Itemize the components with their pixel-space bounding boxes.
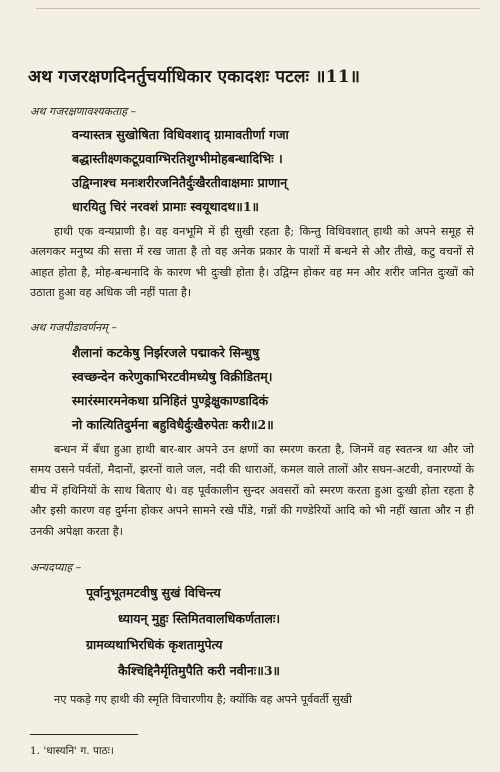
verse-line: उद्विग्नाश्च मनःशरीरजनितैर्दुःखैरतीवाक्षमाः प्राणान् xyxy=(72,175,288,190)
section-intro: अथ गजरक्षणावश्यकताह – xyxy=(30,105,137,118)
commentary-paragraph xyxy=(30,690,474,710)
commentary-paragraph xyxy=(30,440,474,542)
section-intro: अथ गजपीडावर्णनम् – xyxy=(30,321,117,334)
verse-line: वन्यास्तत्र सुखोषिता विधिवशाद् ग्रामावतीर्णा गजा xyxy=(72,127,289,142)
chapter-heading: अथ गजरक्षणदिनर्तुचर्याधिकार एकादशः पटलः ॥11॥ xyxy=(28,67,361,87)
verse-line: ध्यायन् मुहुः स्तिमितवालधिकर्णतालः। xyxy=(118,611,281,626)
footnote-rule xyxy=(30,734,138,735)
verse-line: कैश्चिद्दिनैर्मृतिमुपैति करी नवीनः॥3॥ xyxy=(118,663,281,678)
footnote: 1. 'धास्यनि' ग. पाठः। xyxy=(30,745,114,757)
commentary-text: बन्धन में बँधा हुआ हाथी बार-बार अपने उन क्षणों का स्मरण करता है, जिनमें वह स्वतन्त्र था और जो समय उसने पर्वतों, मैदानों, झरनों वाले जल, नदी की धाराओं, कमल वाले तालों और सघन-अटवी, वनारण्यों के बीच में हथिनियों के साथ बिताए थे। वह पूर्वकालीन सुन्दर अवसरों को स्मरण करता हुआ दुःखी होता रहता है और इसी कारण वह दुर्मना होकर अपने सामने रखे पौंडे, गन्नों की गण्डेरियों आदि को भी नहीं खाता और न ही उनकी अपेक्षा करता है। xyxy=(30,443,474,538)
commentary-text: नए पकड़े गए हाथी की स्मृति विचारणीय है; क्योंकि वह अपने पूर्ववर्ती सुखी xyxy=(54,693,352,706)
verse-line: शैलानां कटकेषु निर्झरजले पद्माकरे सिन्धुषु xyxy=(72,345,260,360)
section-intro: अन्यदप्याह – xyxy=(30,561,82,574)
commentary-paragraph xyxy=(30,222,474,304)
page-top-rule xyxy=(36,8,480,9)
verse-line: धारयितु चिरं नरवशं प्रामाः स्वयूथादथ॥1॥ xyxy=(72,199,260,214)
verse-line: स्वच्छन्देन करेणुकाभिरटवीमध्येषु विक्रीडितम्। xyxy=(72,369,273,384)
verse-line: ग्रामव्यथाभिरधिकं कृशतामुपेत्य xyxy=(86,637,223,652)
verse-line: नो कात्यितिदुर्मना बहुविधैर्दुःखैरुपेतः करी॥2॥ xyxy=(72,417,274,432)
commentary-text: हाथी एक वन्यप्राणी है। वह वनभूमि में ही सुखी रहता है; किन्तु विधिवशात् हाथी को अपने समूह से अलगकर मनुष्य की सत्ता में रख जाता है तो वह अनेक प्रकार के पाशों में बन्धने से और तीखे, कटु वचनों से आहत होता है, मोह-बन्धनादि के कारण भी दुःखी होता है। उद्विग्न होकर वह मन और शरीर जनित दुःखों को उठाता हुआ वह अधिक जी नहीं पाता है। xyxy=(30,225,474,300)
verse-line: पूर्वानुभूतमटवीषु सुखं विचिन्त्य xyxy=(86,585,221,600)
verse-line: बद्धास्तीक्ष्णकटूग्रवाग्भिरतिशुग्भीमोहबन्धादिभिः । xyxy=(72,151,283,166)
verse-line: स्मारंस्मारमनेकधा ग्रनिहितं पुण्ड्रेक्षुकाण्डादिकं xyxy=(72,393,269,408)
